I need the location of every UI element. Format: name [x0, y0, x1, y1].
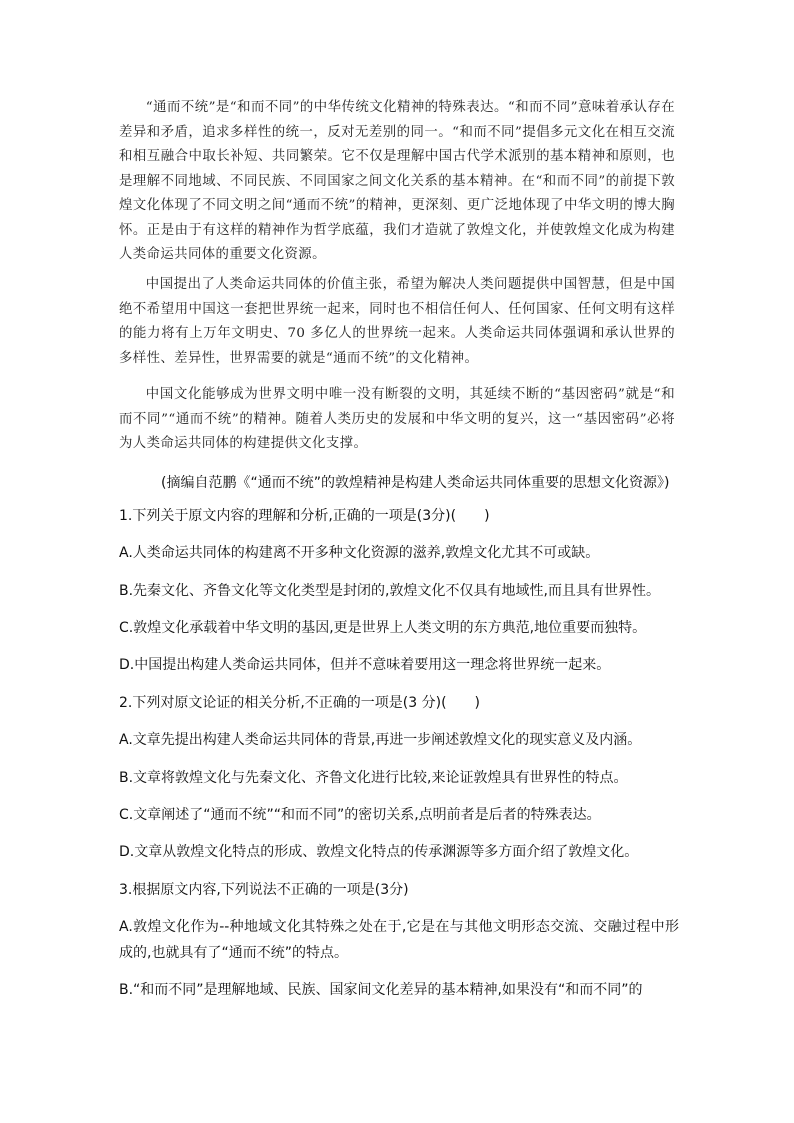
passage-paragraph-3: 中国文化能够成为世界文明中唯一没有断裂的文明，其延续不断的“基因密码”就是“和而不同”“通而不统”的精神。随着人类历史的发展和中华文明的复兴，这一“基因密码”必将为人类命运共同体的构建提供文化支撑。 [119, 387, 675, 451]
question-1-stem: 1.下列关于原文内容的理解和分析,正确的一项是(3分)( ) [119, 508, 490, 524]
question-1-option-b: B.先秦文化、齐鲁文化等文化类型是封闭的,敦煌文化不仅具有地域性,而且具有世界性。 [119, 583, 660, 599]
question-2-option-b: B.文章将敦煌文化与先秦文化、齐鲁文化进行比较,来论证敦煌具有世界性的特点。 [119, 770, 628, 786]
question-1-option-a: A.人类命运共同体的构建离不开多种文化资源的滋养,敦煌文化尤其不可或缺。 [119, 545, 600, 561]
question-2-option-d: D.文章从敦煌文化特点的形成、敦煌文化特点的传承渊源等多方面介绍了敦煌文化。 [119, 844, 639, 860]
question-3-stem: 3.根据原文内容,下列说法不正确的一项是(3分) [119, 882, 409, 898]
question-3-option-a: A.敦煌文化作为--种地域文化其特殊之处在于,它是在与其他文明形态交流、交融过程中形成的,也就具有了“通而不统”的特点。 [119, 919, 679, 961]
question-2-option-a: A.文章先提出构建人类命运共同体的背景,再进一步阐述敦煌文化的现实意义及内涵。 [119, 732, 642, 748]
source-citation: (摘编自范鹏《“通而不统”的敦煌精神是构建人类命运共同体重要的思想文化资源》) [161, 475, 670, 491]
question-2-option-c: C.文章阐述了“通而不统”“和而不同”的密切关系,点明前者是后者的特殊表达。 [119, 807, 601, 823]
question-1-option-d: D.中国提出构建人类命运共同体，但并不意味着要用这一理念将世界统一起来。 [119, 657, 611, 673]
question-2-stem: 2.下列对原文论证的相关分析,不正确的一项是(3 分)( ) [119, 695, 481, 711]
question-3-option-b: B.“和而不同”是理解地域、民族、国家间文化差异的基本精神,如果没有“和而不同”的 [119, 982, 643, 998]
passage-paragraph-1: “通而不统”是“和而不同”的中华传统文化精神的特殊表达。“和而不同”意味着承认存在差异和矛盾，追求多样性的统一，反对无差别的同一。“和而不同”提倡多元文化在相互交流和相互融合中取长补短、共同繁荣。它不仅是理解中国古代学术派别的基本精神和原则，也是理解不同地域、不同民族、不同国家之间文化关系的基本精神。在“和而不同”的前提下敦煌文化体现了不同文明之间“通而不统”的精神，更深刻、更广泛地体现了中华文明的博大胸怀。正是由于有这样的精神作为哲学底蕴，我们才造就了敦煌文化，并使敦煌文化成为构建人类命运共同体的重要文化资源。 [119, 100, 675, 262]
question-1-option-c: C.敦煌文化承载着中华文明的基因,更是世界上人类文明的东方典范,地位重要而独特。 [119, 620, 647, 636]
passage-paragraph-2: 中国提出了人类命运共同体的价值主张，希望为解决人类问题提供中国智慧，但是中国绝不希望用中国这一套把世界统一起来，同时也不相信任何人、任何国家、任何文明有这样的能力将有上万年文明史、70 多亿人的世界统一起来。人类命运共同体强调和承认世界的多样性、差异性，世界需要的就是“通而不统”的文化精神。 [119, 277, 675, 366]
